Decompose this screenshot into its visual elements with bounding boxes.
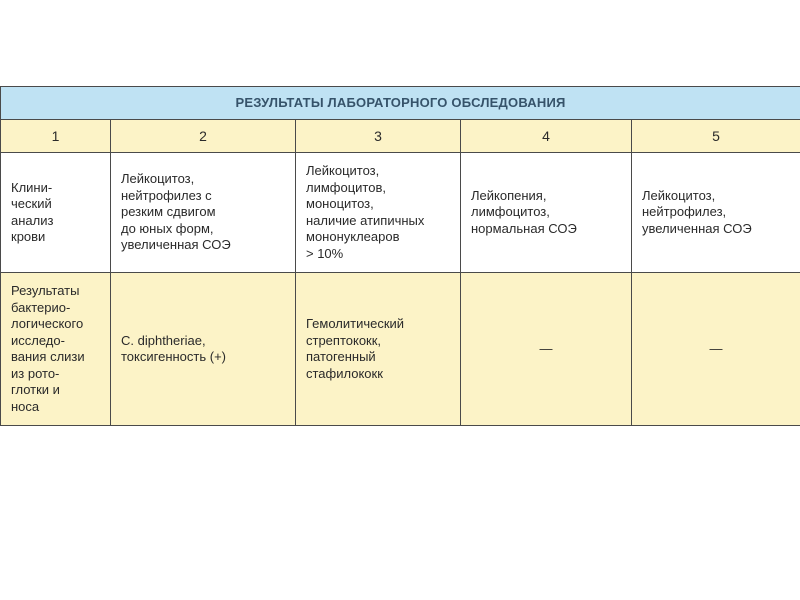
row-label-blood-analysis bbox=[1, 153, 111, 273]
cell-bact-col5 bbox=[632, 273, 800, 426]
cell-line: > 10% bbox=[306, 245, 344, 261]
cell-line: исследо- bbox=[11, 332, 65, 348]
cell-line: анализ bbox=[11, 212, 54, 228]
cell-line: токсигенность (+) bbox=[121, 349, 226, 364]
table-title: РЕЗУЛЬТАТЫ ЛАБОРАТОРНОГО ОБСЛЕДОВАНИЯ bbox=[1, 87, 800, 120]
cell-blood-col5 bbox=[632, 153, 800, 273]
cell-line: C. diphtheriae, bbox=[121, 332, 206, 348]
cell-line: крови bbox=[11, 229, 46, 244]
table-title-row bbox=[1, 87, 800, 120]
cell-line: Лейкопения, bbox=[471, 187, 547, 203]
cell-line: из рото- bbox=[11, 365, 60, 381]
cell-line: — bbox=[709, 340, 723, 356]
cell-line: Результаты bbox=[11, 283, 80, 298]
cell-line: Лейкоцитоз, bbox=[306, 163, 380, 178]
cell-line: до юных форм, bbox=[121, 220, 214, 236]
cell-line: увеличенная СОЭ bbox=[121, 237, 231, 253]
column-number-3: 3 bbox=[296, 120, 461, 153]
cell-line: лимфоцитоз, bbox=[471, 204, 550, 220]
column-number-5: 5 bbox=[632, 120, 800, 153]
cell-line: увеличенная СОЭ bbox=[642, 220, 752, 236]
cell-blood-col4 bbox=[461, 153, 632, 273]
cell-line: моноцитоз, bbox=[306, 196, 374, 211]
cell-line: Лейкоцитоз, bbox=[642, 187, 716, 203]
column-number-4: 4 bbox=[461, 120, 632, 153]
cell-line: лимфоцитов, bbox=[306, 179, 386, 195]
cell-line: стафилококк bbox=[306, 365, 383, 381]
row-label-bacteriology bbox=[1, 273, 111, 426]
cell-line: вания слизи bbox=[11, 349, 85, 364]
cell-line: нормальная СОЭ bbox=[471, 220, 577, 236]
lab-results-table-wrapper bbox=[0, 86, 800, 426]
cell-line: резким сдвигом bbox=[121, 204, 216, 220]
cell-line: логического bbox=[11, 316, 84, 331]
column-number-2: 2 bbox=[111, 120, 296, 153]
cell-blood-col3 bbox=[296, 153, 461, 273]
cell-line: — bbox=[539, 340, 553, 356]
cell-line: стрептококк, bbox=[306, 332, 382, 348]
cell-blood-col2 bbox=[111, 153, 296, 273]
cell-line: наличие атипичных bbox=[306, 212, 425, 228]
cell-line: патогенный bbox=[306, 349, 376, 364]
cell-bact-col4 bbox=[461, 273, 632, 426]
cell-line: Лейкоцитоз, bbox=[121, 171, 195, 187]
cell-line: ческий bbox=[11, 196, 52, 211]
cell-line: мононуклеаров bbox=[306, 229, 400, 244]
table-row-blood-analysis bbox=[1, 153, 800, 273]
lab-results-table bbox=[0, 86, 800, 426]
cell-bact-col3 bbox=[296, 273, 461, 426]
cell-line: Гемолитический bbox=[306, 316, 405, 331]
cell-line: глотки и bbox=[11, 382, 60, 397]
cell-line: носа bbox=[11, 398, 40, 414]
cell-line: нейтрофилез, bbox=[642, 204, 727, 220]
cell-line: нейтрофилез с bbox=[121, 187, 212, 203]
column-number-1: 1 bbox=[1, 120, 111, 153]
cell-line: Клини- bbox=[11, 179, 53, 195]
column-number-row bbox=[1, 120, 800, 153]
cell-bact-col2 bbox=[111, 273, 296, 426]
cell-line: бактерио- bbox=[11, 299, 71, 315]
table-row-bacteriology bbox=[1, 273, 800, 426]
